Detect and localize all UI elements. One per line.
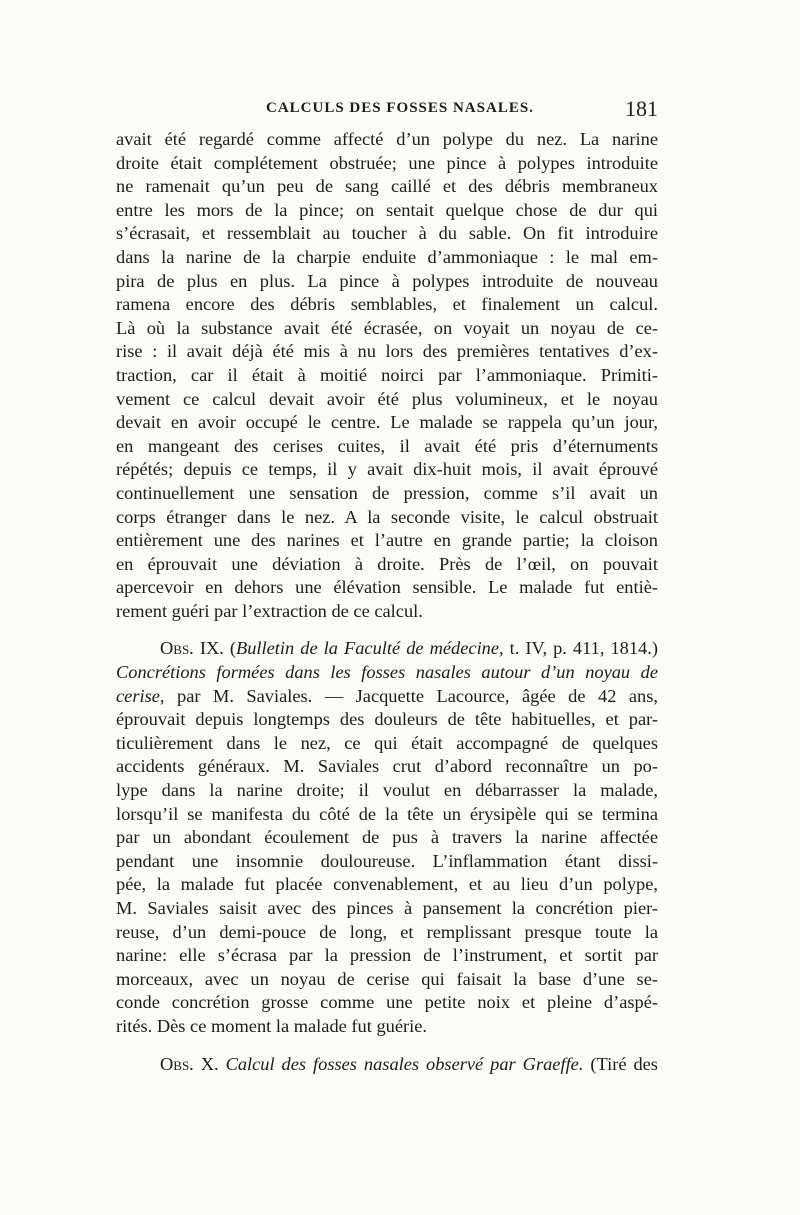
paragraph-gap xyxy=(116,623,658,637)
text-line: droite était complétement obstruée; une pince à polypes introduite xyxy=(116,152,658,173)
observation-ix xyxy=(116,637,658,1038)
text-line: vement ce calcul devait avoir été plus volumineux, et le noyau xyxy=(116,388,658,409)
observation-label: Obs. X. xyxy=(160,1053,219,1074)
observation-source-start: (Tiré des xyxy=(590,1053,658,1074)
text-line: avait été regardé comme affecté d’un polype du nez. La narine xyxy=(116,129,658,149)
source-title: Bulletin de la Faculté de médecine xyxy=(236,638,500,659)
text-line: éprouvait depuis longtemps des douleurs de tête habituelles, et par- xyxy=(116,709,658,730)
text-line: pée, la malade fut placée convenablement, et au lieu d’un polype, xyxy=(116,874,658,895)
text-line: devait en avoir occupé le centre. Le malade se rappela qu’un jour, xyxy=(116,412,658,433)
text-line: conde concrétion grosse comme une petite noix et pleine d’aspé- xyxy=(116,992,658,1013)
text-line: rise : il avait déjà été mis à nu lors des premières tentatives d’ex- xyxy=(116,341,658,362)
observation-title-line xyxy=(116,685,658,709)
observation-title: Calcul des fosses nasales observé par Graeffe. xyxy=(225,1053,584,1074)
observation-heading-line xyxy=(116,1053,658,1077)
text-line: répétés; depuis ce temps, il y avait dix-huit mois, il avait éprouvé xyxy=(116,459,658,480)
text-line: Là où la substance avait été écrasée, on voyait un noyau de ce- xyxy=(116,317,658,338)
body-text xyxy=(116,128,658,1076)
text-line: ticulièrement dans le nez, ce qui était accompagné de quelques xyxy=(116,732,658,753)
text-line: morceaux, avec un noyau de cerise qui faisait la base d’une se- xyxy=(116,968,658,989)
paragraph-gap xyxy=(116,1039,658,1053)
text-line: lorsqu’il se manifesta du côté de la tête un érysipèle qui se termina xyxy=(116,803,658,824)
text-line: dans la narine de la charpie enduite d’ammoniaque : le mal em- xyxy=(116,246,658,267)
text-line: lype dans la narine droite; il voulut en débarrasser la malade, xyxy=(116,780,658,801)
observation-title-end: cerise xyxy=(116,685,160,706)
running-head xyxy=(116,96,658,126)
text-line: pendant une insomnie douloureuse. L’inflammation étant dissi- xyxy=(116,850,658,871)
text-line: traction, car il était à moitié noirci par l’ammoniaque. Primiti- xyxy=(116,364,658,385)
text-line: entre les mors de la pince; on sentait quelque chose de dur qui xyxy=(116,199,658,220)
text-line: pira de plus en plus. La pince à polypes introduite de nouveau xyxy=(116,270,658,291)
source-reference: , t. IV, p. 411, 1814.) xyxy=(499,638,658,659)
text-line: reuse, d’un demi-pouce de long, et remplissant presque toute la xyxy=(116,921,658,942)
observation-author: , par M. Saviales. — Jacquette Lacource, âgée de 42 ans, xyxy=(159,685,658,706)
page-number: 181 xyxy=(625,96,658,121)
observation-title-line: Concrétions formées dans les fosses nasales autour d’un noyau de xyxy=(116,662,658,683)
text-line: en mangeant des cerises cuites, il avait été pris d’éternuments xyxy=(116,435,658,456)
text-line: rités. Dès ce moment la malade fut guérie. xyxy=(116,1015,427,1036)
text-line: rement guéri par l’extraction de ce calcul. xyxy=(116,600,423,621)
observation-heading-line xyxy=(116,637,658,661)
text-line: ne ramenait qu’un peu de sang caillé et des débris membraneux xyxy=(116,176,658,197)
observation-label: Obs. IX. xyxy=(160,638,224,659)
text-line: en éprouvait une déviation à droite. Près de l’œil, on pouvait xyxy=(116,553,658,574)
observation-x xyxy=(116,1053,658,1077)
text-line: s’écrasait, et ressemblait au toucher à du sable. On fit introduire xyxy=(116,223,658,244)
text-line: ramena encore des débris semblables, et finalement un calcul. xyxy=(116,294,658,315)
text-line: narine: elle s’écrasa par la pression de l’instrument, et sortit par xyxy=(116,945,658,966)
running-title: CALCULS DES FOSSES NASALES. xyxy=(266,100,534,116)
text-line: corps étranger dans le nez. A la seconde visite, le calcul obstruait xyxy=(116,506,658,527)
text-line: continuellement une sensation de pression, comme s’il avait un xyxy=(116,482,658,503)
text-line: entièrement une des narines et l’autre en grande partie; la cloison xyxy=(116,530,658,551)
text-line: par un abondant écoulement de pus à travers la narine affectée xyxy=(116,827,658,848)
text-line: accidents généraux. M. Saviales crut d’abord reconnaître un po- xyxy=(116,756,658,777)
text-line: M. Saviales saisit avec des pinces à pansement la concrétion pier- xyxy=(116,898,658,918)
text-line: apercevoir en dehors une élévation sensible. Le malade fut entiè- xyxy=(116,577,658,598)
paragraph-continuation xyxy=(116,128,658,623)
source-open-paren: ( xyxy=(229,638,236,659)
